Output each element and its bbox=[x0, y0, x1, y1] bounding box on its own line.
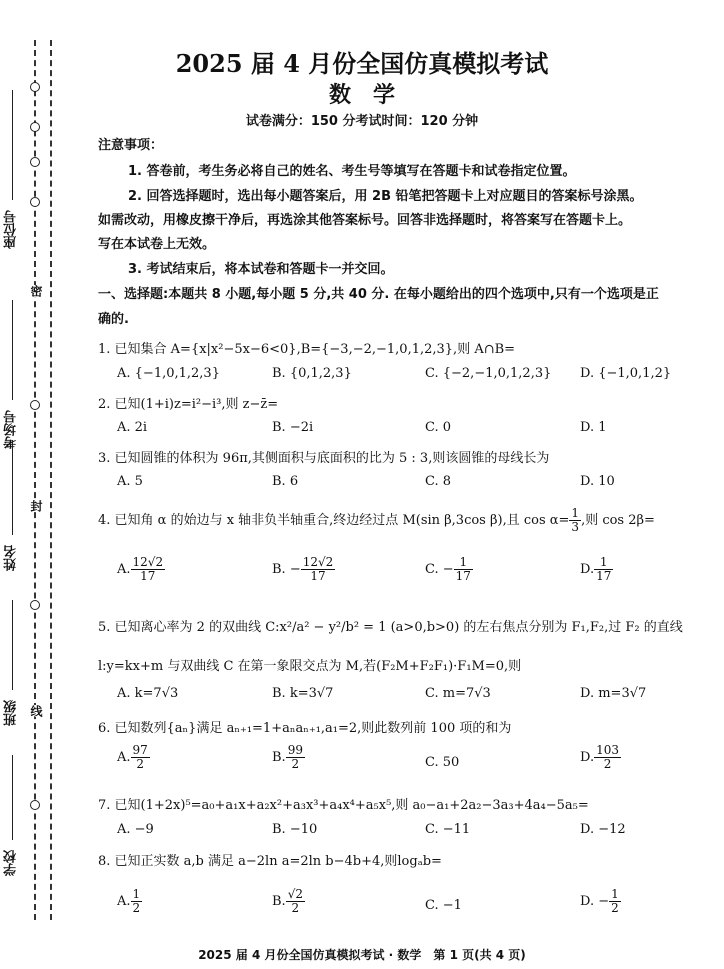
side-blank-room bbox=[12, 300, 13, 400]
notice-item-2-end: 写在本试卷上无效。 bbox=[98, 237, 216, 252]
section-instruction-end: 确的. bbox=[98, 312, 129, 327]
option-fraction bbox=[286, 744, 305, 771]
option-b: B. 6 bbox=[272, 474, 299, 489]
option-c: C. 0 bbox=[425, 420, 452, 435]
exam-title: 2025 届 4 月份全国仿真模拟考试 bbox=[175, 49, 549, 78]
binding-hole-icon bbox=[30, 600, 40, 610]
option-d: D. −12 bbox=[580, 822, 626, 837]
option-fraction bbox=[131, 888, 143, 915]
denominator: 17 bbox=[596, 569, 612, 583]
numerator: 99 bbox=[287, 743, 303, 757]
option-c: C. m=7√3 bbox=[425, 686, 491, 701]
side-label-name: 姓名 bbox=[4, 545, 19, 571]
option-fraction bbox=[454, 556, 473, 583]
notice-item-2: 2. 回答选择题时，选出每小题答案后，用 2B 铅笔把答题卡上对应题目的答案标号涂黑。 bbox=[128, 189, 643, 204]
option-label: D. bbox=[580, 750, 595, 765]
option-a: A. k=7√3 bbox=[117, 686, 179, 701]
option-fraction bbox=[594, 744, 621, 771]
denominator: 2 bbox=[291, 901, 300, 915]
subject-title: 数 学 bbox=[328, 82, 395, 108]
numerator: 97 bbox=[132, 743, 148, 757]
option-a bbox=[117, 888, 142, 915]
option-c bbox=[425, 556, 473, 583]
side-label-class: 班级 bbox=[4, 700, 19, 726]
notice-item-1: 1. 答卷前，考生务必将自己的姓名、考生号等填写在答题卡和试卷指定位置。 bbox=[128, 164, 576, 179]
option-label: D. − bbox=[580, 894, 610, 909]
option-fraction bbox=[594, 556, 613, 583]
numerator: 1 bbox=[594, 556, 613, 570]
seal-text-feng: 封 bbox=[29, 500, 43, 512]
question-stem: 2. 已知(1+i)z=i²−i³,则 z−z̄= bbox=[98, 397, 279, 412]
side-label-seat: 座位号 bbox=[4, 210, 19, 249]
denominator: 17 bbox=[140, 569, 156, 583]
numerator: 12√2 bbox=[302, 555, 334, 569]
question-stem: 8. 已知正实数 a,b 满足 a−2ln a=2ln b−4b+4,则logₐb= bbox=[98, 854, 442, 869]
option-label: A. bbox=[117, 894, 131, 909]
notice-heading: 注意事项： bbox=[98, 138, 164, 153]
stem-text: 4. 已知角 α 的始边与 x 轴非负半轴重合,终边经过点 M(sin β,3cos β),且 cos α= bbox=[98, 513, 570, 528]
side-label-school: 学校 bbox=[4, 850, 19, 876]
option-c: C. −1 bbox=[425, 898, 462, 913]
option-c: C. {−2,−1,0,1,2,3} bbox=[425, 366, 552, 381]
option-d bbox=[580, 888, 621, 915]
question-stem: 5. 已知离心率为 2 的双曲线 C:x²/a² − y²/b² = 1 (a>0,b>0) 的左右焦点分别为 F₁,F₂,过 F₂ 的直线 bbox=[98, 620, 683, 635]
denominator: 3 bbox=[571, 520, 580, 534]
question-stem: 3. 已知圆锥的体积为 96π,其侧面积与底面积的比为 5 : 3,则该圆锥的母线长为 bbox=[98, 451, 550, 466]
option-c: C. 8 bbox=[425, 474, 452, 489]
option-d: D. m=3√7 bbox=[580, 686, 647, 701]
binding-hole-icon bbox=[30, 800, 40, 810]
question-stem: 6. 已知数列{aₙ}满足 aₙ₊₁=1+aₙaₙ₊₁,a₁=2,则此数列前 100 项的和为 bbox=[98, 721, 512, 736]
notice-item-3: 3. 考试结束后，将本试卷和答题卡一并交回。 bbox=[128, 262, 394, 277]
seal-text-xian: 线 bbox=[29, 705, 43, 717]
option-a: A. −9 bbox=[117, 822, 154, 837]
option-b: B. {0,1,2,3} bbox=[272, 366, 352, 381]
numerator: 1 bbox=[611, 887, 619, 901]
option-label: B. bbox=[272, 750, 286, 765]
option-d bbox=[580, 744, 621, 771]
option-label: A. bbox=[117, 750, 131, 765]
seal-text-mi: 密 bbox=[29, 285, 43, 297]
option-fraction bbox=[609, 888, 621, 915]
option-label: C. − bbox=[425, 562, 454, 577]
binding-dashed-line-outer bbox=[34, 40, 36, 920]
option-fraction bbox=[131, 744, 150, 771]
side-label-room: 考场号 bbox=[4, 410, 19, 449]
side-blank-class bbox=[12, 600, 13, 690]
option-c: C. 50 bbox=[425, 755, 460, 770]
numerator: 1 bbox=[132, 887, 141, 901]
section-instruction: 一、选择题:本题共 8 小题,每小题 5 分,共 40 分. 在每小题给出的四个选项中,只有一个选项是正 bbox=[98, 287, 659, 302]
option-a: A. {−1,0,1,2,3} bbox=[117, 366, 220, 381]
option-b bbox=[272, 888, 305, 915]
question-stem bbox=[98, 507, 655, 534]
option-c: C. −11 bbox=[425, 822, 471, 837]
numerator: 1 bbox=[571, 506, 580, 520]
option-b: B. k=3√7 bbox=[272, 686, 334, 701]
stem-text-end: ,则 cos 2β= bbox=[581, 513, 655, 528]
option-fraction bbox=[286, 888, 305, 915]
stem-fraction bbox=[569, 507, 581, 534]
denominator: 2 bbox=[136, 757, 144, 771]
option-a bbox=[117, 744, 150, 771]
option-label: A. bbox=[117, 562, 131, 577]
denominator: 2 bbox=[291, 757, 300, 771]
option-b bbox=[272, 556, 335, 583]
side-blank-name bbox=[12, 440, 13, 535]
page-footer: 2025 届 4 月份全国仿真模拟考试 · 数学 第 1 页(共 4 页) bbox=[198, 948, 526, 962]
exam-info: 试卷满分：150 分考试时间：120 分钟 bbox=[245, 114, 479, 129]
option-fraction bbox=[301, 556, 336, 583]
option-b: B. −2i bbox=[272, 420, 314, 435]
side-blank-school bbox=[12, 755, 13, 840]
option-b bbox=[272, 744, 305, 771]
numerator: √2 bbox=[287, 887, 303, 901]
denominator: 2 bbox=[603, 757, 612, 771]
denominator: 2 bbox=[611, 901, 619, 915]
option-a bbox=[117, 556, 165, 583]
binding-hole-icon bbox=[30, 400, 40, 410]
option-d: D. 10 bbox=[580, 474, 615, 489]
option-b: B. −10 bbox=[272, 822, 318, 837]
binding-hole-icon bbox=[30, 157, 40, 167]
denominator: 17 bbox=[310, 569, 326, 583]
question-stem-cont: l:y=kx+m 与双曲线 C 在第一象限交点为 M,若(F₂M+F₂F₁)·F₁M=0,则 bbox=[98, 659, 522, 674]
notice-item-2-cont: 如需改动，用橡皮擦干净后，再选涂其他答案标号。回答非选择题时，将答案写在答题卡上。 bbox=[98, 213, 632, 228]
option-label: B. bbox=[272, 894, 286, 909]
numerator: 12√2 bbox=[132, 555, 164, 569]
option-d: D. {−1,0,1,2} bbox=[580, 366, 672, 381]
question-stem: 1. 已知集合 A={x|x²−5x−6<0},B={−3,−2,−1,0,1,2,3},则 A∩B= bbox=[98, 342, 516, 357]
option-d: D. 1 bbox=[580, 420, 607, 435]
binding-dashed-line-inner bbox=[50, 40, 52, 920]
numerator: 103 bbox=[596, 743, 619, 757]
option-label: D. bbox=[580, 562, 595, 577]
numerator: 1 bbox=[454, 556, 473, 570]
option-fraction bbox=[131, 556, 166, 583]
option-label: B. − bbox=[272, 562, 301, 577]
binding-hole-icon bbox=[30, 197, 40, 207]
option-a: A. 5 bbox=[117, 474, 143, 489]
denominator: 17 bbox=[455, 569, 471, 583]
option-d bbox=[580, 556, 613, 583]
denominator: 2 bbox=[132, 901, 141, 915]
option-a: A. 2i bbox=[117, 420, 148, 435]
question-stem: 7. 已知(1+2x)⁵=a₀+a₁x+a₂x²+a₃x³+a₄x⁴+a₅x⁵,则 a₀−a₁+2a₂−3a₃+4a₄−5a₅= bbox=[98, 798, 589, 813]
